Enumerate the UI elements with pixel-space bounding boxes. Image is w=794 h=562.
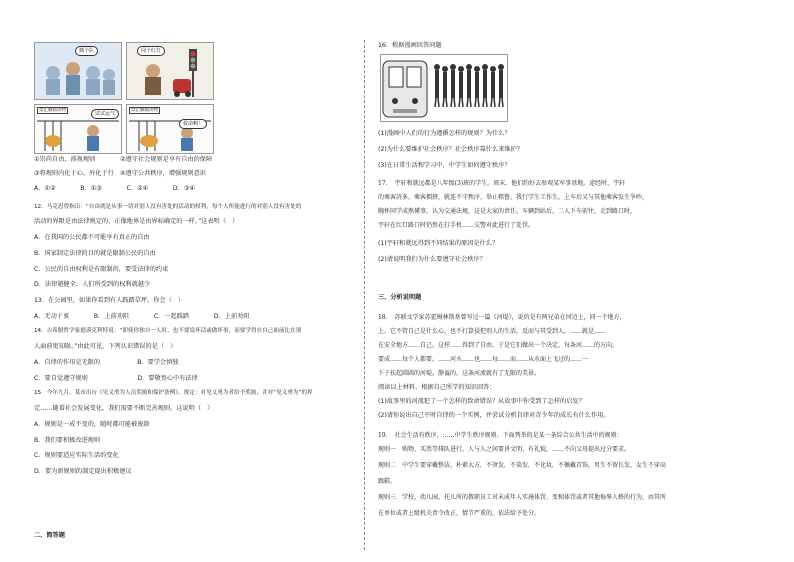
q14-stem-line-1: 14．古希腊哲学家德谟克利特说：“即使你独自一人时，也不要说坏话或做坏事，而要学得在自己面前比在别 (34, 328, 302, 334)
q15-option-d: D．要为新规则的制定提出积极建议 (34, 468, 132, 475)
cartoon-red-light (126, 42, 214, 100)
q17-line-4: 宇轩在红灯路口时仍然在打手机……交警对此进行了处罚。 (378, 222, 535, 229)
q19-line-1: 19． 社会生活有秩序，……中学生秩序规则。下面列举的是某一条综合公共生活中的规则： (378, 432, 623, 439)
zoo-left-speech-bubble: 试试运气 (91, 109, 119, 119)
q13-choices: A．无动于衷 B．上前劝阻 C．一起践踏 D．上前劝阻 (34, 313, 250, 320)
zoo-sign-right: 禁止触摸动物 (131, 108, 158, 113)
q15-stem-line-1: 15．今年九月，某市出台《见义勇为人员奖励和保护条例》，规定：对见义勇为者给予奖励，并对“见义勇为”的界 (34, 390, 313, 396)
q19-rule-2: 规则二 中学生要穿戴整洁，朴素大方，不烫发，不染发，不化妆，不佩戴首饰，男生不留长发，女生不穿高 (378, 462, 667, 469)
q18-line-5: 下子扶起圆圆的河堤。静谧的，这条河流就有了无限的美景。 (378, 370, 541, 377)
cartoon-bus-queue (380, 54, 508, 122)
q19-rule-2-cont: 跟鞋。 (378, 478, 397, 485)
zoo-sign-left: 禁止触摸动物 (39, 108, 66, 113)
q11-option-line-1: ①崇尚自由，漠视规则 ②遵守社会规则是享有自由的保障 (34, 156, 213, 163)
q18-line-4: 要成……每个人都要。……河水……也……每……而……从水面上飞过的……一 (378, 356, 589, 363)
q18-sub-2: (2)请你说出自己平时自律的一个实例，并尝试分析自律对青少年的成长有什么作用。 (378, 412, 610, 419)
q13-stem: 13．在公园里，如果你看到有人践踏草坪，你会（ ） (34, 297, 185, 304)
q12-stem-line-1: 12．马克思曾指出：“自由就是从事一切对别人没有害处的活动的权利，每个人所能进行的对别人没有害处的 (34, 204, 302, 210)
q18-line-2: 上。它不管自己是什么心，也不打算侵犯别人的生活，反而与其受到人，……就是…… (378, 328, 607, 335)
q18-sub-1: (1)故事里的河流犯了一个怎样的致命错误？从故事中你受到了怎样的启发？ (378, 398, 585, 405)
column-divider (364, 40, 365, 550)
q17-line-1: 17． 宇轩和就远都是八年级(3)班的学生。周末，他们约好去参观某军事基地。途经时，宇轩 (378, 180, 626, 187)
q12-option-d: D．法律越健全，人们所受到的权利就越少 (34, 281, 151, 288)
queue-speech-bubble: 插个队 (75, 46, 98, 56)
q12-option-a: A．在我国的公民都不可能享有真正的自由 (34, 234, 150, 241)
q16-sub-2: (2)为什么要维护社会秩序？社会秩序靠什么来维护？ (378, 146, 523, 153)
q14-options-cd: C．要自觉遵守规则 D．要敬畏心中有法律 (34, 375, 198, 382)
q14-options-ab: A．自律的作用是无限的 B．要学会慎独 (34, 359, 179, 366)
q19-rule-3-cont: 在单位或者上级机关责令改正，情节严重的，依法给予处分。 (378, 510, 541, 517)
q12-stem-line-2: 活动的界限是由法律规定的，正像地界是由界标确定的一样。”这表明（ ） (34, 218, 239, 225)
q19-rule-1: 规则一 购物、买票等排队进行，人与人之间要讲文明、有礼貌，……不向父母提出过分要求。 (378, 446, 631, 453)
q12-option-c: C．公民的自由权利是有限制的，要受法律的约束 (34, 266, 169, 273)
q17-line-2: 的乘客济多，乘客拥挤，就连不守秩序，举止粗鲁。我行学生工作生，上车后又与其他乘客发生争吵， (378, 194, 649, 201)
q18-line-3: 在安全地方……自己。这样……得到了自由。于是它们做出一个决定，每条河……的方向， (378, 342, 619, 349)
red-light-speech-bubble: 闯个红灯 (137, 46, 165, 56)
q16-sub-3: (3)在日常生活和学习中，中学生如何遵守秩序？ (378, 162, 511, 169)
cartoon-zoo-after (126, 104, 214, 154)
q14-stem-line-2: 人面前更知耻。”由此可见，下列认识错误的是（ ） (34, 343, 177, 350)
section-three-heading: 三、分析说明题 (378, 294, 422, 301)
q17-line-3: 胸怀同学成熟懂事，认为交通法规，这是大家的责任。车辆到站后，二人下车前往，走到路口时， (378, 208, 637, 215)
q18-prompt: 阅读以上材料，根据自己所学的知识回答： (378, 384, 496, 391)
q17-sub-1: (1)宇轩和就远得到不同结果的原因是什么？ (378, 240, 499, 247)
section-two-heading: 二、简答题 (34, 532, 65, 539)
q15-stem-line-2: 定……随着社会发展变化，我们需要不断完善规则。这说明（ ） (34, 405, 214, 412)
cartoon-queue-jumping (34, 42, 122, 100)
zoo-right-speech-bubble: 救命啊！ (179, 119, 207, 129)
q12-option-b: B．国家制定法律的目的就是限制公民的自由 (34, 250, 156, 257)
q11-choices: A．①② B．①③ C．②④ D．③④ (34, 185, 195, 192)
cartoon-zoo-before (34, 104, 122, 154)
q16-title: 16．根据漫画回答问题 (378, 42, 442, 49)
q15-option-c: C．规则要适应实际生活的变化 (34, 452, 119, 459)
q15-option-b: B．我们要积极改进规则 (34, 437, 101, 444)
q19-rule-3: 规则三 学校、幼儿园、托儿所的教职员工对未成年人实施体罚、变相体罚或者其他侮辱人格的行为，由其所 (378, 494, 667, 501)
bus-queue-drawing (381, 55, 507, 121)
q16-sub-1: (1)漫画中人们的行为遵循怎样的规则？为什么？ (378, 130, 511, 137)
q17-sub-2: (2)请说明我们为什么要遵守社会秩序？ (378, 256, 486, 263)
q18-line-1: 18． 苏联文学家苏霍姆林斯基曾写过一篇《河堤》，说的是有两兄弟在河边上，同一个地方， (378, 314, 626, 321)
q15-option-a: A．规则是一成不变的，随时都可能被废除 (34, 421, 150, 428)
q11-option-line-2: ③将规则内化于心、外化于行 ④遵守公共秩序，增强规则意识 (34, 170, 206, 177)
